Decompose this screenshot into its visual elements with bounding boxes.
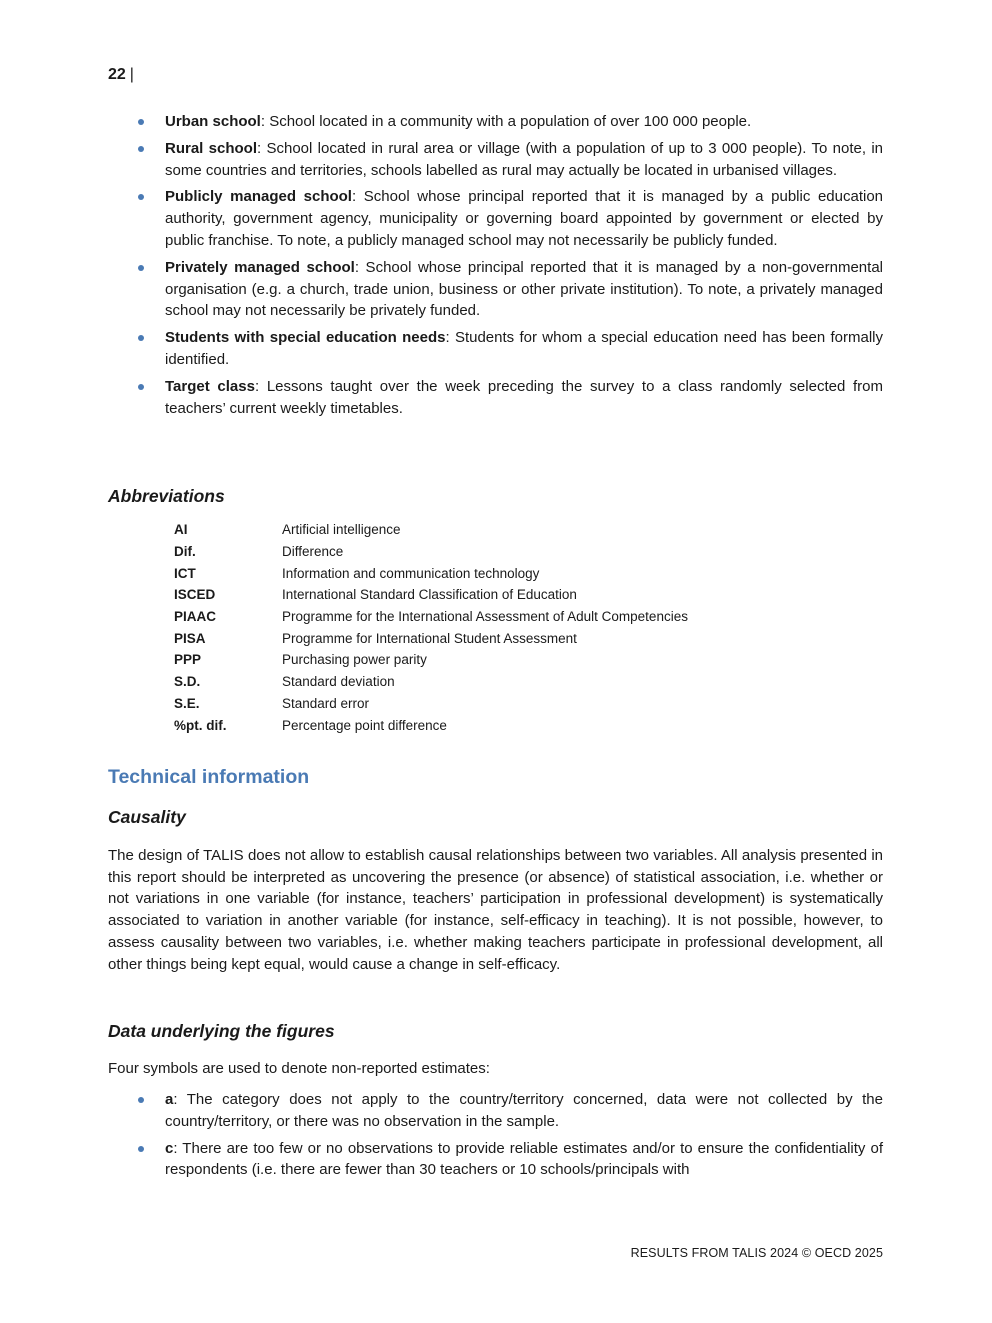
abbreviation: Dif. [174, 544, 196, 560]
bullet-icon [138, 265, 144, 271]
definition-term: Privately managed school [165, 258, 355, 276]
table-row [174, 606, 688, 628]
causality-paragraph: The design of TALIS does not allow to establish causal relationships between two variables. All analysis presented in this report should be interpreted as uncovering the presence (or absence) of statistical association, i.e. whether or not variations in one variable (for instance, teachers’ participation in professional development) is systematically associated to variation in another variable (for instance, self-efficacy in teaching). It is not possible, however, to assess causality between two variables, i.e. whether making teachers participate in professional development, all other things being kept equal, would cause a change in self-efficacy. [108, 847, 883, 973]
definition-term: Urban school [165, 113, 261, 130]
list-item [108, 186, 883, 251]
bullet-icon [138, 335, 144, 341]
abbreviation-meaning: Artificial intelligence [282, 522, 401, 538]
definition-text: : Lessons taught over the week preceding the survey to a class randomly selected from teachers’ current weekly timetables. [165, 377, 883, 417]
technical-information-heading: Technical information [108, 766, 310, 788]
abbreviation: PPP [174, 652, 202, 668]
abbreviations-table [174, 519, 688, 736]
abbreviation: ICT [174, 565, 196, 581]
causality-heading: Causality [108, 807, 186, 827]
abbreviation-meaning: Standard error [282, 695, 370, 711]
abbreviation-meaning: Standard deviation [282, 674, 395, 690]
abbreviation: S.E. [174, 695, 200, 711]
symbol-term: a [165, 1091, 174, 1108]
abbreviation: S.D. [174, 674, 201, 690]
abbreviation: ISCED [174, 587, 216, 603]
abbreviation-meaning: Information and communication technology [282, 565, 540, 581]
list-item [108, 1138, 883, 1182]
table-row [174, 649, 688, 671]
bullet-icon [138, 1097, 144, 1103]
page-number [108, 66, 134, 84]
abbreviation-meaning: Percentage point difference [282, 717, 447, 733]
table-row [174, 671, 688, 693]
definition-text: : Students for whom a special education need has been formally identified. [165, 329, 883, 368]
bullet-icon [138, 384, 144, 390]
abbreviation: AI [174, 522, 188, 538]
table-row [174, 714, 688, 736]
definition-text: : School located in rural area or village (with a population of up to 3 000 people). To note, in some countries and territories, schools labelled as rural may actually be located in urbanised villages. [165, 139, 883, 179]
table-row [174, 562, 688, 584]
page-number-separator: | [129, 66, 134, 83]
abbreviation-meaning: Difference [282, 544, 344, 560]
definition-term: Students with special education needs [165, 329, 446, 347]
page-footer: RESULTS FROM TALIS 2024 © OECD 2025 [630, 1246, 883, 1260]
definition-term: Publicly managed school [165, 188, 352, 206]
definition-text: : School whose principal reported that it is managed by a public education authority, government agency, municipality or governing board appointed by government or elected by public franchise. To note, a publicly managed school may not necessarily be publicly funded. [165, 188, 884, 249]
list-item [108, 111, 883, 133]
table-row [174, 519, 688, 541]
bullet-icon [138, 146, 144, 152]
symbols-list [108, 1089, 883, 1186]
definition-text: : School whose principal reported that it is managed by a non-governmental organisation (e.g. a church, trade union, business or other private institution). To note, a privately managed school may not necessarily be privately funded. [165, 258, 883, 320]
table-row [174, 541, 688, 563]
list-item [108, 376, 883, 420]
symbol-term: c [165, 1139, 174, 1157]
list-item [108, 257, 883, 322]
definitions-list [108, 111, 883, 424]
data-underlying-figures-heading: Data underlying the figures [108, 1021, 335, 1041]
definition-term: Target class [165, 377, 255, 395]
table-row [174, 584, 688, 606]
page-number-value: 22 [108, 66, 126, 83]
symbol-text: : There are too few or no observations to provide reliable estimates and/or to ensure the confidentiality of respondents (i.e. there are fewer than 30 teachers or 10 schools/principals with [165, 1139, 883, 1179]
bullet-icon [138, 194, 144, 200]
bullet-icon [138, 119, 144, 125]
definition-text: : School located in a community with a population of over 100 000 people. [260, 113, 752, 130]
table-row [174, 693, 688, 715]
list-item [108, 1089, 883, 1133]
abbreviation-meaning: Purchasing power parity [282, 652, 427, 668]
list-item [108, 138, 883, 182]
symbol-text: : The category does not apply to the country/territory concerned, data were not collected by the country/territory, or there was no observation in the sample. [165, 1091, 883, 1130]
abbreviation-meaning: International Standard Classification of Education [282, 587, 577, 603]
abbreviations-heading: Abbreviations [108, 486, 225, 506]
abbreviation: PISA [174, 630, 206, 646]
abbreviation-meaning: Programme for International Student Assessment [282, 630, 577, 646]
bullet-icon [138, 1146, 144, 1152]
definition-term: Rural school [165, 139, 257, 157]
abbreviation: PIAAC [174, 609, 217, 625]
abbreviation: %pt. dif. [174, 717, 227, 733]
table-row [174, 627, 688, 649]
list-item [108, 327, 883, 371]
symbols-intro: Four symbols are used to denote non-reported estimates: [108, 1060, 490, 1077]
abbreviation-meaning: Programme for the International Assessment of Adult Competencies [282, 609, 688, 625]
